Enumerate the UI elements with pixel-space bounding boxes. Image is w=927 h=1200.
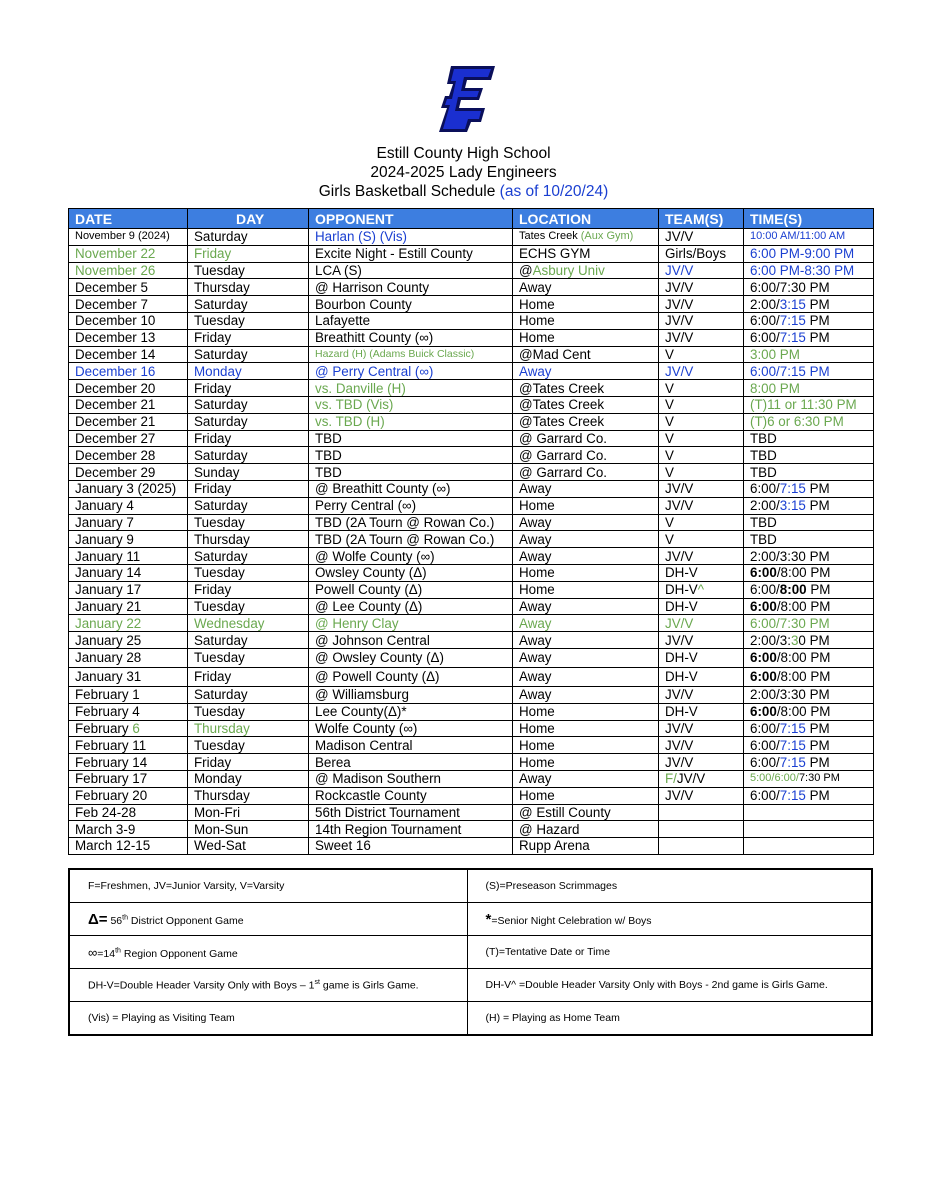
cell-teams: JV/V [659, 787, 744, 804]
legend-doubleheader-2: DH-V^ =Double Header Varsity Only with Boys - 2nd game is Girls Game. [467, 969, 872, 1002]
cell-times: 2:00/3:15 PM [744, 497, 874, 514]
table-row [69, 648, 874, 667]
table-row [69, 564, 874, 581]
table-row [69, 380, 874, 397]
cell-date: January 31 [69, 667, 188, 686]
cell-opponent: @ Wolfe County (∞) [309, 548, 513, 565]
cell-times: 6:00/7:15 PM [744, 737, 874, 754]
cell-location: @ Garrard Co. [513, 430, 659, 447]
cell-opponent: Powell County (Δ) [309, 581, 513, 598]
table-row [69, 615, 874, 632]
cell-teams: JV/V [659, 686, 744, 703]
cell-opponent: @ Henry Clay [309, 615, 513, 632]
legend-row [69, 936, 872, 969]
cell-day: Thursday [188, 787, 309, 804]
legend-home: (H) = Playing as Home Team [467, 1002, 872, 1036]
cell-day: Friday [188, 581, 309, 598]
cell-opponent: 14th Region Tournament [309, 821, 513, 838]
table-row [69, 480, 874, 497]
cell-location: Away [513, 480, 659, 497]
cell-opponent: Wolfe County (∞) [309, 720, 513, 737]
cell-times: 2:00/3:15 PM [744, 296, 874, 313]
table-row [69, 581, 874, 598]
cell-location: @ Hazard [513, 821, 659, 838]
cell-times: 6:00/8:00 PM [744, 581, 874, 598]
schedule-title: Girls Basketball Schedule (as of 10/20/24) [318, 183, 609, 200]
table-row [69, 804, 874, 821]
cell-times: 6:00/8:00 PM [744, 703, 874, 720]
cell-date: November 26 [69, 262, 188, 279]
cell-location: Away [513, 615, 659, 632]
table-row [69, 430, 874, 447]
cell-date: December 16 [69, 363, 188, 380]
cell-times: 6:00/8:00 PM [744, 564, 874, 581]
cell-location: Home [513, 720, 659, 737]
cell-teams: DH-V [659, 703, 744, 720]
legend-tentative: (T)=Tentative Date or Time [467, 936, 872, 969]
cell-teams: JV/V [659, 497, 744, 514]
cell-day: Friday [188, 380, 309, 397]
cell-teams [659, 838, 744, 855]
cell-day: Saturday [188, 548, 309, 565]
col-day: DAY [188, 209, 309, 229]
cell-times: 6:00/7:15 PM [744, 787, 874, 804]
cell-times: 8:00 PM [744, 380, 874, 397]
cell-date: March 3-9 [69, 821, 188, 838]
cell-teams: JV/V [659, 720, 744, 737]
cell-date: December 27 [69, 430, 188, 447]
cell-location: @Tates Creek [513, 396, 659, 413]
cell-date: February 1 [69, 686, 188, 703]
cell-location: @ Garrard Co. [513, 464, 659, 481]
cell-location: Away [513, 531, 659, 548]
cell-opponent: TBD (2A Tourn @ Rowan Co.) [309, 514, 513, 531]
cell-times: 6:00/8:00 PM [744, 667, 874, 686]
cell-day: Saturday [188, 632, 309, 649]
cell-date: January 3 (2025) [69, 480, 188, 497]
cell-teams: Girls/Boys [659, 245, 744, 262]
cell-location: ECHS GYM [513, 245, 659, 262]
legend-district: Δ= 56th District Opponent Game [69, 903, 467, 936]
cell-date: February 20 [69, 787, 188, 804]
cell-date: December 10 [69, 312, 188, 329]
cell-teams: JV/V [659, 548, 744, 565]
cell-date: December 7 [69, 296, 188, 313]
cell-date: January 28 [69, 648, 188, 667]
cell-day: Saturday [188, 229, 309, 246]
col-location: LOCATION [513, 209, 659, 229]
cell-times: TBD [744, 464, 874, 481]
legend-doubleheader: DH-V=Double Header Varsity Only with Boys – 1st game is Girls Game. [69, 969, 467, 1002]
cell-opponent: @ Williamsburg [309, 686, 513, 703]
cell-teams: JV/V [659, 363, 744, 380]
cell-day: Tuesday [188, 598, 309, 615]
cell-day: Saturday [188, 296, 309, 313]
cell-day: Tuesday [188, 514, 309, 531]
cell-times: 6:00/7:15 PM [744, 329, 874, 346]
cell-day: Friday [188, 430, 309, 447]
cell-teams: DH-V^ [659, 581, 744, 598]
cell-opponent: TBD [309, 447, 513, 464]
cell-opponent: Rockcastle County [309, 787, 513, 804]
cell-opponent: @ Breathitt County (∞) [309, 480, 513, 497]
cell-date: March 12-15 [69, 838, 188, 855]
table-row [69, 787, 874, 804]
cell-times: 2:00/3:30 PM [744, 632, 874, 649]
cell-opponent: Madison Central [309, 737, 513, 754]
cell-day: Friday [188, 245, 309, 262]
table-row [69, 686, 874, 703]
cell-opponent: TBD [309, 430, 513, 447]
legend-row [69, 1002, 872, 1036]
cell-teams: V [659, 396, 744, 413]
cell-day: Monday [188, 363, 309, 380]
cell-times: 6:00/7:15 PM [744, 720, 874, 737]
cell-day: Sunday [188, 464, 309, 481]
cell-teams: JV/V [659, 480, 744, 497]
cell-date: February 11 [69, 737, 188, 754]
cell-opponent: @ Johnson Central [309, 632, 513, 649]
cell-location: @Tates Creek [513, 413, 659, 430]
cell-opponent: @ Harrison County [309, 279, 513, 296]
table-row [69, 821, 874, 838]
col-times: TIME(S) [744, 209, 874, 229]
cell-teams: JV/V [659, 632, 744, 649]
cell-day: Wednesday [188, 615, 309, 632]
cell-times: 2:00/3:30 PM [744, 548, 874, 565]
cell-times: 3:00 PM [744, 346, 874, 363]
col-opponent: OPPONENT [309, 209, 513, 229]
cell-location: Tates Creek (Aux Gym) [513, 229, 659, 246]
as-of-date: (as of 10/20/24) [499, 183, 609, 200]
col-teams: TEAM(S) [659, 209, 744, 229]
cell-opponent: Excite Night - Estill County [309, 245, 513, 262]
cell-times [744, 838, 874, 855]
cell-location: Home [513, 296, 659, 313]
cell-day: Friday [188, 667, 309, 686]
cell-location: Away [513, 648, 659, 667]
cell-times: TBD [744, 531, 874, 548]
cell-teams [659, 804, 744, 821]
cell-day: Saturday [188, 497, 309, 514]
cell-times: 6:00/8:00 PM [744, 648, 874, 667]
cell-opponent: Owsley County (Δ) [309, 564, 513, 581]
cell-teams: JV/V [659, 615, 744, 632]
title-block [0, 144, 927, 201]
cell-date: January 21 [69, 598, 188, 615]
cell-times: 6:00/7:30 PM [744, 615, 874, 632]
table-row [69, 667, 874, 686]
cell-teams: V [659, 447, 744, 464]
table-row [69, 598, 874, 615]
cell-day: Saturday [188, 346, 309, 363]
cell-teams: DH-V [659, 564, 744, 581]
cell-date: December 21 [69, 413, 188, 430]
cell-opponent: Lee County(Δ)* [309, 703, 513, 720]
cell-date: February 14 [69, 754, 188, 771]
cell-opponent: @ Lee County (Δ) [309, 598, 513, 615]
table-row [69, 447, 874, 464]
cell-opponent: @ Madison Southern [309, 770, 513, 787]
cell-opponent: Lafayette [309, 312, 513, 329]
cell-day: Mon-Sun [188, 821, 309, 838]
cell-teams: V [659, 464, 744, 481]
cell-location: Away [513, 667, 659, 686]
cell-times: 6:00/8:00 PM [744, 598, 874, 615]
cell-date: February 4 [69, 703, 188, 720]
cell-times: 6:00/7:15 PM [744, 312, 874, 329]
legend-row [69, 969, 872, 1002]
table-row [69, 413, 874, 430]
cell-opponent: @ Powell County (Δ) [309, 667, 513, 686]
cell-location: Away [513, 514, 659, 531]
cell-date: February 6 [69, 720, 188, 737]
col-date: DATE [69, 209, 188, 229]
table-row [69, 548, 874, 565]
cell-date: January 14 [69, 564, 188, 581]
table-row [69, 703, 874, 720]
cell-date: January 4 [69, 497, 188, 514]
cell-opponent: @ Owsley County (Δ) [309, 648, 513, 667]
table-row [69, 754, 874, 771]
table-row [69, 531, 874, 548]
cell-date: January 25 [69, 632, 188, 649]
cell-times: 6:00/7:15 PM [744, 480, 874, 497]
table-row [69, 229, 874, 246]
cell-opponent: @ Perry Central (∞) [309, 363, 513, 380]
cell-date: January 22 [69, 615, 188, 632]
table-row [69, 346, 874, 363]
cell-day: Monday [188, 770, 309, 787]
table-row [69, 514, 874, 531]
cell-times: TBD [744, 447, 874, 464]
table-row [69, 464, 874, 481]
cell-date: December 20 [69, 380, 188, 397]
legend-senior-night: *=Senior Night Celebration w/ Boys [467, 903, 872, 936]
cell-day: Wed-Sat [188, 838, 309, 855]
cell-location: @ Estill County [513, 804, 659, 821]
cell-times: (T)6 or 6:30 PM [744, 413, 874, 430]
cell-day: Thursday [188, 279, 309, 296]
cell-opponent: LCA (S) [309, 262, 513, 279]
cell-day: Tuesday [188, 703, 309, 720]
cell-day: Thursday [188, 720, 309, 737]
cell-teams: V [659, 514, 744, 531]
cell-opponent: Bourbon County [309, 296, 513, 313]
cell-location: Away [513, 686, 659, 703]
cell-opponent: Sweet 16 [309, 838, 513, 855]
cell-times: 6:00/7:30 PM [744, 279, 874, 296]
cell-day: Tuesday [188, 312, 309, 329]
table-row [69, 296, 874, 313]
cell-day: Saturday [188, 396, 309, 413]
table-row [69, 312, 874, 329]
cell-teams [659, 821, 744, 838]
cell-day: Saturday [188, 686, 309, 703]
cell-date: January 7 [69, 514, 188, 531]
cell-location: Home [513, 497, 659, 514]
cell-day: Saturday [188, 413, 309, 430]
header-row [69, 209, 874, 229]
cell-teams: JV/V [659, 329, 744, 346]
cell-teams: DH-V [659, 648, 744, 667]
cell-location: Home [513, 329, 659, 346]
cell-location: Away [513, 632, 659, 649]
school-logo [437, 62, 497, 134]
cell-day: Friday [188, 480, 309, 497]
table-row [69, 279, 874, 296]
cell-teams: V [659, 531, 744, 548]
table-row [69, 720, 874, 737]
cell-times: 6:00 PM-8:30 PM [744, 262, 874, 279]
cell-opponent: Breathitt County (∞) [309, 329, 513, 346]
cell-day: Friday [188, 329, 309, 346]
cell-day: Friday [188, 754, 309, 771]
cell-location: Home [513, 787, 659, 804]
cell-times: TBD [744, 514, 874, 531]
cell-teams: V [659, 346, 744, 363]
cell-day: Thursday [188, 531, 309, 548]
cell-location: Home [513, 581, 659, 598]
cell-teams: V [659, 430, 744, 447]
cell-opponent: Berea [309, 754, 513, 771]
cell-date: November 22 [69, 245, 188, 262]
cell-date: December 21 [69, 396, 188, 413]
cell-teams: JV/V [659, 737, 744, 754]
cell-date: November 9 (2024) [69, 229, 188, 246]
cell-location: Away [513, 548, 659, 565]
cell-times: TBD [744, 430, 874, 447]
cell-times: 6:00/7:15 PM [744, 363, 874, 380]
cell-day: Tuesday [188, 648, 309, 667]
cell-date: January 17 [69, 581, 188, 598]
legend-table [68, 868, 873, 1036]
cell-location: Away [513, 363, 659, 380]
legend-row [69, 903, 872, 936]
cell-teams: JV/V [659, 296, 744, 313]
cell-date: January 9 [69, 531, 188, 548]
table-row [69, 396, 874, 413]
cell-location: Away [513, 598, 659, 615]
cell-day: Tuesday [188, 262, 309, 279]
cell-teams: JV/V [659, 229, 744, 246]
cell-location: Home [513, 564, 659, 581]
cell-date: December 28 [69, 447, 188, 464]
cell-opponent: TBD [309, 464, 513, 481]
legend-scrimmage: (S)=Preseason Scrimmages [467, 869, 872, 903]
cell-opponent: vs. Danville (H) [309, 380, 513, 397]
cell-location: Away [513, 770, 659, 787]
table-row [69, 770, 874, 787]
cell-teams: DH-V [659, 667, 744, 686]
cell-opponent: Harlan (S) (Vis) [309, 229, 513, 246]
legend-visiting: (Vis) = Playing as Visiting Team [69, 1002, 467, 1036]
team-name: 2024-2025 Lady Engineers [370, 164, 557, 181]
cell-day: Mon-Fri [188, 804, 309, 821]
cell-location: Home [513, 703, 659, 720]
cell-date: December 14 [69, 346, 188, 363]
legend-region: ∞=14th Region Opponent Game [69, 936, 467, 969]
cell-teams: V [659, 380, 744, 397]
cell-location: @Tates Creek [513, 380, 659, 397]
cell-teams: JV/V [659, 312, 744, 329]
cell-teams: JV/V [659, 754, 744, 771]
table-row [69, 497, 874, 514]
table-row [69, 363, 874, 380]
table-row [69, 329, 874, 346]
cell-date: January 11 [69, 548, 188, 565]
table-row [69, 262, 874, 279]
cell-date: December 5 [69, 279, 188, 296]
table-row [69, 632, 874, 649]
cell-location: Home [513, 754, 659, 771]
cell-opponent: vs. TBD (H) [309, 413, 513, 430]
cell-teams: F/JV/V [659, 770, 744, 787]
cell-teams: V [659, 413, 744, 430]
cell-times [744, 821, 874, 838]
table-row [69, 838, 874, 855]
cell-location: @Asbury Univ [513, 262, 659, 279]
cell-teams: JV/V [659, 279, 744, 296]
cell-location: Home [513, 312, 659, 329]
cell-date: February 17 [69, 770, 188, 787]
cell-times: 10:00 AM/11:00 AM [744, 229, 874, 246]
cell-location: @Mad Cent [513, 346, 659, 363]
cell-date: Feb 24-28 [69, 804, 188, 821]
cell-day: Tuesday [188, 564, 309, 581]
cell-times: 6:00 PM-9:00 PM [744, 245, 874, 262]
cell-location: Away [513, 279, 659, 296]
cell-location: @ Garrard Co. [513, 447, 659, 464]
cell-location: Rupp Arena [513, 838, 659, 855]
cell-times: 2:00/3:30 PM [744, 686, 874, 703]
cell-opponent: Perry Central (∞) [309, 497, 513, 514]
cell-times: 6:00/7:15 PM [744, 754, 874, 771]
cell-location: Home [513, 737, 659, 754]
cell-times: (T)11 or 11:30 PM [744, 396, 874, 413]
cell-opponent: 56th District Tournament [309, 804, 513, 821]
legend-levels: F=Freshmen, JV=Junior Varsity, V=Varsity [69, 869, 467, 903]
cell-day: Tuesday [188, 737, 309, 754]
cell-teams: DH-V [659, 598, 744, 615]
table-row [69, 245, 874, 262]
cell-date: December 29 [69, 464, 188, 481]
cell-opponent: Hazard (H) (Adams Buick Classic) [309, 346, 513, 363]
cell-times [744, 804, 874, 821]
legend-row [69, 869, 872, 903]
table-row [69, 737, 874, 754]
cell-times: 5:00/6:00/7:30 PM [744, 770, 874, 787]
cell-teams: JV/V [659, 262, 744, 279]
cell-opponent: TBD (2A Tourn @ Rowan Co.) [309, 531, 513, 548]
cell-date: December 13 [69, 329, 188, 346]
cell-day: Saturday [188, 447, 309, 464]
schedule-table [68, 208, 874, 855]
school-name: Estill County High School [376, 145, 551, 162]
cell-opponent: vs. TBD (Vis) [309, 396, 513, 413]
